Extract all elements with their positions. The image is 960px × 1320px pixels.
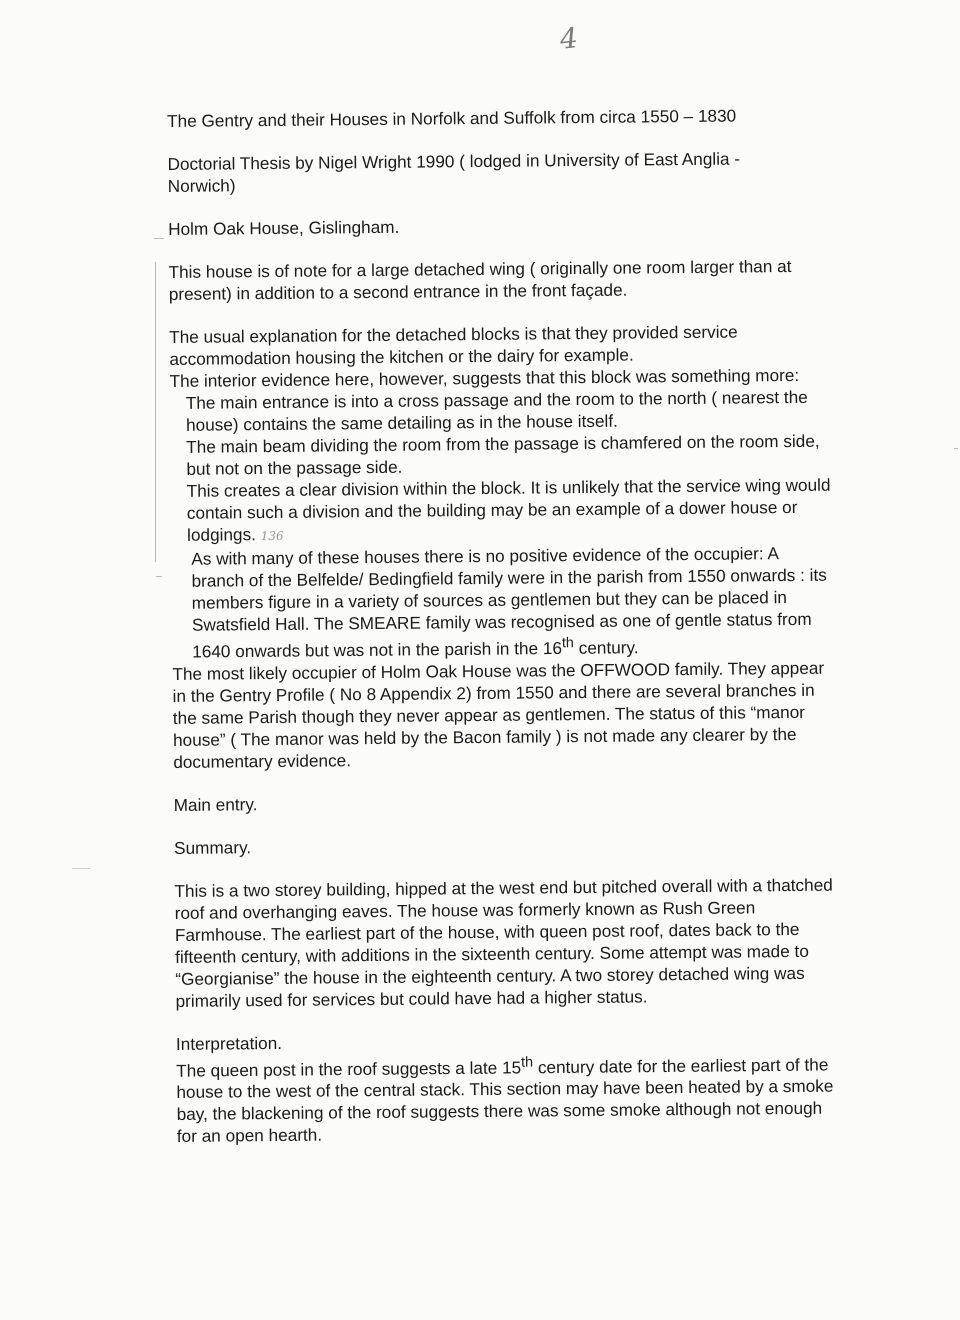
main-beam-paragraph: The main beam dividing the room from the passage is chamfered on the room side, but not on the passage side. (186, 430, 820, 479)
intro-paragraph: This house is of note for a large detached wing ( originally one room larger than at present) in addition to a second entrance in the front façade. (168, 256, 792, 304)
house-heading: Holm Oak House, Gislingham. (168, 216, 400, 239)
clear-division-paragraph (171, 474, 832, 548)
thesis-reference (167, 147, 827, 197)
summary-paragraph: This is a two storey building, hipped at the west end but pitched overall with a thatched roof and overhanging eaves. The house was formerly known as Rush Green Farmhouse. The earliest part of the house, with queen post roof, dates back to the fifteenth century, with additions in the sixteenth century. Some attempt was made to “Georgianise” the house in the eighteenth century. A two storey detached wing was primarily used for services but could have had a higher status. (174, 874, 833, 1011)
scan-speck (154, 238, 164, 239)
thesis-line-2: Norwich) (167, 175, 236, 196)
interpretation-text: The queen post in the roof suggests a late 15 (176, 1057, 522, 1081)
interpretation-text-end: century date for the earliest part of the house to the west of the central stack. This section may have been heated by a smoke bay, the blackening of the roof suggests there was some smoke although not enough for an open hearth. (176, 1054, 834, 1147)
likely-occupier-paragraph: The most likely occupier of Holm Oak House was the OFFWOOD family. They appear in the Gentry Profile ( No 8 Appendix 2) from 1550 and there are several branches in the same Parish though they never appear as gentlemen. The status of this “manor house” ( The manor was held by the Bacon family ) is not made any clearer by the documentary evidence. (172, 657, 825, 772)
thesis-line-1: Doctorial Thesis by Nigel Wright 1990 ( lodged in University of East Anglia - (167, 148, 741, 174)
interpretation-heading: Interpretation. (175, 1032, 283, 1054)
handwritten-note: 136 (260, 528, 284, 544)
main-entrance-paragraph: The main entrance is into a cross passage and the room to the north ( nearest the house) contains the same detailing as in the house itself. (185, 386, 808, 435)
summary-heading: Summary. (173, 836, 252, 858)
clear-division-text: This creates a clear division within the block. It is unlikely that the service wing would contain such a division and the building may be an example of a dower house or lodgings. (186, 474, 831, 545)
scan-speck (954, 448, 958, 449)
occupier-paragraph (171, 542, 832, 663)
occupier-text: As with many of these houses there is no positive evidence of the occupier: A branch of the Belfelde/ Bedingfield family were in the parish from 1550 onwards : its members figure in a variety of sources as gentlemen but they can be placed in Swatsfield Hall. The SMEARE family was recognised as one of gentle status from 1640 onwards but was not in the parish in the 16 (191, 543, 827, 662)
interpretation-superscript: th (521, 1054, 534, 1071)
main-entry-heading: Main entry. (173, 793, 258, 815)
interior-evidence-paragraph: The interior evidence here, however, suggests that this block was something more: (169, 364, 800, 391)
occupier-superscript: th (561, 635, 574, 652)
scan-speck (156, 576, 162, 577)
interpretation-paragraph (176, 1048, 837, 1147)
usual-explanation-paragraph: The usual explanation for the detached blocks is that they provided service accommodation housing the kitchen or the dairy for example. (169, 321, 738, 369)
page-number: 4 (558, 21, 580, 56)
margin-line (155, 262, 156, 562)
occupier-text-end: century. (573, 637, 639, 658)
document-title: The Gentry and their Houses in Norfolk and Suffolk from circa 1550 – 1830 (167, 105, 737, 131)
document-body (167, 104, 837, 1148)
scan-speck (72, 868, 90, 869)
